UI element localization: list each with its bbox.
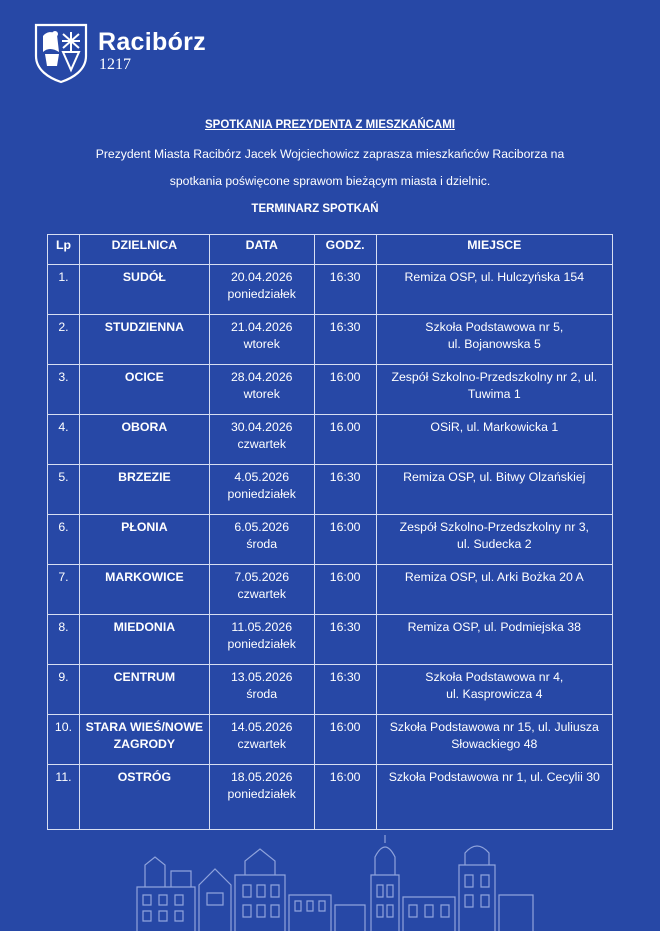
table-row bbox=[48, 415, 613, 465]
row-place-line: Szkoła Podstawowa nr 1, ul. Cecylii 30 bbox=[388, 770, 600, 784]
row-time: 16:30 bbox=[314, 665, 376, 715]
row-date-value: 20.04.2026 bbox=[230, 270, 293, 284]
row-place bbox=[376, 715, 612, 765]
row-district: MIEDONIA bbox=[79, 615, 209, 665]
row-date bbox=[209, 315, 314, 365]
row-date-value: 21.04.2026 bbox=[230, 320, 293, 334]
row-place-line: Słowackiego 48 bbox=[451, 736, 538, 751]
row-time: 16:30 bbox=[314, 315, 376, 365]
row-date bbox=[209, 665, 314, 715]
brand-name: Racibórz bbox=[98, 28, 206, 56]
row-date-value: 14.05.2026 bbox=[230, 720, 293, 734]
row-number: 2. bbox=[48, 315, 80, 365]
row-number: 4. bbox=[48, 415, 80, 465]
row-weekday: poniedziałek bbox=[227, 636, 296, 651]
header-place: MIEJSCE bbox=[376, 235, 612, 265]
row-place-line: Tuwima 1 bbox=[467, 386, 521, 401]
row-weekday: czwartek bbox=[237, 436, 286, 451]
brand-year: 1217 bbox=[99, 56, 131, 73]
row-place-line: Remiza OSP, ul. Arki Bożka 20 A bbox=[404, 570, 584, 584]
header-time: GODZ. bbox=[314, 235, 376, 265]
row-date-value: 28.04.2026 bbox=[230, 370, 293, 384]
row-place bbox=[376, 415, 612, 465]
row-place bbox=[376, 515, 612, 565]
row-place-line: Szkoła Podstawowa nr 15, ul. Juliusza bbox=[389, 720, 599, 734]
intro-text: Prezydent Miasta Racibórz Jacek Wojciechowicz zaprasza mieszkańców Raciborza na spotkania poświęcone sprawom bieżącym miasta i dzielnic. bbox=[95, 147, 565, 188]
row-time: 16:00 bbox=[314, 765, 376, 830]
row-place bbox=[376, 565, 612, 615]
table-row bbox=[48, 515, 613, 565]
row-place bbox=[376, 315, 612, 365]
row-date-value: 30.04.2026 bbox=[230, 420, 293, 434]
row-weekday: środa bbox=[246, 536, 278, 551]
row-number: 1. bbox=[48, 265, 80, 315]
row-weekday: poniedziałek bbox=[227, 486, 296, 501]
table-row bbox=[48, 465, 613, 515]
row-time: 16:30 bbox=[314, 465, 376, 515]
table-row bbox=[48, 365, 613, 415]
row-weekday: wtorek bbox=[243, 336, 280, 351]
row-number: 6. bbox=[48, 515, 80, 565]
row-district: OCICE bbox=[79, 365, 209, 415]
row-number: 10. bbox=[48, 715, 80, 765]
row-date-value: 7.05.2026 bbox=[234, 570, 290, 584]
row-place bbox=[376, 615, 612, 665]
row-place-line: ul. Bojanowska 5 bbox=[447, 336, 541, 351]
row-place-line: Szkoła Podstawowa nr 4, bbox=[425, 670, 564, 684]
row-date bbox=[209, 765, 314, 830]
row-date bbox=[209, 715, 314, 765]
row-place bbox=[376, 665, 612, 715]
row-district: OSTRÓG bbox=[79, 765, 209, 830]
schedule-title: TERMINARZ SPOTKAŃ bbox=[251, 203, 379, 215]
row-date-value: 13.05.2026 bbox=[230, 670, 293, 684]
row-date bbox=[209, 565, 314, 615]
header-date: DATA bbox=[209, 235, 314, 265]
table-row bbox=[48, 265, 613, 315]
row-time: 16:30 bbox=[314, 615, 376, 665]
row-date-value: 4.05.2026 bbox=[234, 470, 290, 484]
row-place-line: Zespół Szkolno-Przedszkolny nr 2, ul. bbox=[391, 370, 598, 384]
row-place-line: Remiza OSP, ul. Podmiejska 38 bbox=[407, 620, 581, 634]
row-place-line: ul. Sudecka 2 bbox=[457, 536, 532, 551]
row-time: 16:00 bbox=[314, 365, 376, 415]
row-district: BRZEZIE bbox=[79, 465, 209, 515]
row-number: 9. bbox=[48, 665, 80, 715]
table-row bbox=[48, 765, 613, 830]
row-district: CENTRUM bbox=[79, 665, 209, 715]
row-district: MARKOWICE bbox=[79, 565, 209, 615]
header-lp: Lp bbox=[48, 235, 80, 265]
table-row bbox=[48, 615, 613, 665]
row-place-line: Remiza OSP, ul. Hulczyńska 154 bbox=[404, 270, 585, 284]
row-date-value: 11.05.2026 bbox=[231, 620, 293, 634]
row-weekday: poniedziałek bbox=[227, 786, 296, 801]
row-place bbox=[376, 465, 612, 515]
row-date bbox=[209, 515, 314, 565]
row-number: 11. bbox=[48, 765, 80, 830]
row-place-line: ul. Kasprowicza 4 bbox=[446, 686, 543, 701]
row-place-line: Remiza OSP, ul. Bitwy Olzańskiej bbox=[403, 470, 586, 484]
row-number: 8. bbox=[48, 615, 80, 665]
table-row bbox=[48, 565, 613, 615]
row-weekday: poniedziałek bbox=[227, 286, 296, 301]
row-date bbox=[209, 615, 314, 665]
row-time: 16:30 bbox=[314, 265, 376, 315]
row-date bbox=[209, 265, 314, 315]
row-place bbox=[376, 765, 612, 830]
row-place bbox=[376, 365, 612, 415]
row-weekday: środa bbox=[246, 686, 278, 701]
row-district: PŁONIA bbox=[79, 515, 209, 565]
row-place-line: Zespół Szkolno-Przedszkolny nr 3, bbox=[399, 520, 589, 534]
header-district: DZIELNICA bbox=[79, 235, 209, 265]
town-skyline-illustration bbox=[135, 835, 535, 931]
row-time: 16:00 bbox=[314, 565, 376, 615]
row-place-line: Szkoła Podstawowa nr 5, bbox=[425, 320, 564, 334]
row-weekday: wtorek bbox=[243, 386, 280, 401]
row-date bbox=[209, 465, 314, 515]
row-place bbox=[376, 265, 612, 315]
row-date bbox=[209, 365, 314, 415]
page-title: SPOTKANIA PREZYDENTA Z MIESZKAŃCAMI bbox=[204, 119, 456, 131]
eagle-crest-icon bbox=[33, 22, 89, 84]
row-time: 16.00 bbox=[314, 415, 376, 465]
schedule-table bbox=[47, 234, 613, 830]
row-date-value: 18.05.2026 bbox=[230, 770, 293, 784]
row-weekday: czwartek bbox=[237, 736, 286, 751]
row-number: 5. bbox=[48, 465, 80, 515]
city-logo bbox=[33, 22, 233, 84]
table-row bbox=[48, 715, 613, 765]
row-district: STUDZIENNA bbox=[79, 315, 209, 365]
row-date bbox=[209, 415, 314, 465]
row-date-value: 6.05.2026 bbox=[234, 520, 290, 534]
table-row bbox=[48, 315, 613, 365]
row-number: 3. bbox=[48, 365, 80, 415]
row-weekday: czwartek bbox=[237, 586, 286, 601]
row-district: OBORA bbox=[79, 415, 209, 465]
table-row bbox=[48, 665, 613, 715]
row-district: SUDÓŁ bbox=[79, 265, 209, 315]
row-time: 16:00 bbox=[314, 715, 376, 765]
table-header-row bbox=[48, 235, 613, 265]
row-number: 7. bbox=[48, 565, 80, 615]
row-time: 16:00 bbox=[314, 515, 376, 565]
row-district: STARA WIEŚ/NOWE ZAGRODY bbox=[79, 715, 209, 765]
row-place-line: OSiR, ul. Markowicka 1 bbox=[430, 420, 559, 434]
